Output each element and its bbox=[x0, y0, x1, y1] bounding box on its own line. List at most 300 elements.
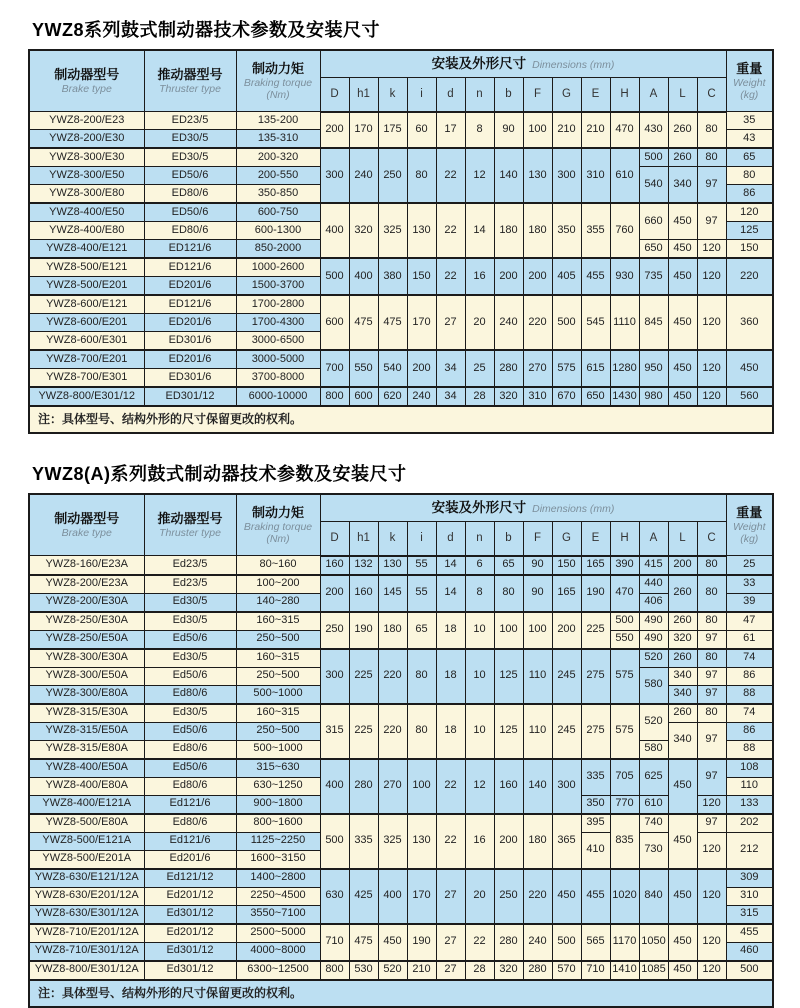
table-cell: ED301/6 bbox=[144, 369, 236, 388]
dimensions-header-cn: 安装及外形尺寸 bbox=[431, 500, 527, 516]
table-cell: 490 bbox=[639, 630, 668, 649]
table-cell: ED50/6 bbox=[144, 167, 236, 185]
table-cell: 27 bbox=[436, 295, 465, 350]
table-cell: Ed50/6 bbox=[144, 722, 236, 740]
table-cell: 16 bbox=[465, 814, 494, 869]
table-row bbox=[29, 575, 773, 594]
table-cell: 97 bbox=[697, 203, 726, 240]
table-cell: 575 bbox=[552, 350, 581, 387]
brake-type-cell: YWZ8-400/E50 bbox=[29, 203, 144, 222]
weight-cell: 86 bbox=[726, 185, 773, 204]
table-cell: 650 bbox=[581, 387, 610, 406]
table-cell: 180 bbox=[523, 203, 552, 258]
table-cell: 170 bbox=[407, 869, 436, 924]
table-cell: 110 bbox=[523, 649, 552, 704]
weight-header-en1: (kg) bbox=[740, 533, 759, 546]
table-cell: ED80/6 bbox=[144, 185, 236, 204]
dimensions-group-header bbox=[320, 50, 726, 78]
table-cell: 400 bbox=[320, 759, 349, 814]
weight-cell: 25 bbox=[726, 556, 773, 575]
brake-type-cell: YWZ8-400/E121A bbox=[29, 795, 144, 814]
table-cell: 260 bbox=[668, 148, 697, 167]
table-cell: 3550~7100 bbox=[236, 905, 320, 924]
dim-col-i: i bbox=[407, 522, 436, 556]
table-row bbox=[29, 869, 773, 888]
table-cell: 470 bbox=[610, 112, 639, 149]
braking-torque-header bbox=[236, 50, 320, 112]
weight-cell: 108 bbox=[726, 759, 773, 778]
dim-col-n: n bbox=[465, 78, 494, 112]
table-cell: 430 bbox=[639, 112, 668, 149]
table-cell: 300 bbox=[320, 148, 349, 203]
table-row bbox=[29, 649, 773, 668]
table-row bbox=[29, 612, 773, 631]
table-cell: 800 bbox=[320, 961, 349, 980]
table-cell: 225 bbox=[349, 704, 378, 759]
table-cell: 770 bbox=[610, 795, 639, 814]
weight-cell: 43 bbox=[726, 130, 773, 149]
brake-type-cell: YWZ8-630/E121/12A bbox=[29, 869, 144, 888]
table-cell: 34 bbox=[436, 387, 465, 406]
brake-type-cell: YWZ8-600/E201 bbox=[29, 314, 144, 332]
brake-type-header-en0: Brake type bbox=[61, 83, 112, 96]
brake-type-cell: YWZ8-200/E23 bbox=[29, 112, 144, 130]
table-cell: 610 bbox=[639, 795, 668, 814]
table-cell: Ed50/6 bbox=[144, 667, 236, 685]
weight-cell: 74 bbox=[726, 649, 773, 668]
note-text: 注：具体型号、结构外形的尺寸保留更改的权利。 bbox=[29, 406, 773, 433]
table-cell: 80 bbox=[697, 649, 726, 668]
table-cell: 22 bbox=[465, 924, 494, 961]
table-cell: 240 bbox=[494, 295, 523, 350]
table-cell: Ed80/6 bbox=[144, 814, 236, 833]
weight-cell: 61 bbox=[726, 630, 773, 649]
table-cell: 900~1800 bbox=[236, 795, 320, 814]
brake-type-cell: YWZ8-710/E201/12A bbox=[29, 924, 144, 943]
table-cell: ED201/6 bbox=[144, 350, 236, 369]
table-cell: 200 bbox=[494, 258, 523, 295]
table-cell: 845 bbox=[639, 295, 668, 350]
table-row bbox=[29, 961, 773, 980]
weight-cell: 33 bbox=[726, 575, 773, 594]
table-cell: 450 bbox=[668, 387, 697, 406]
table-cell: 190 bbox=[581, 575, 610, 612]
table-cell: 600-1300 bbox=[236, 222, 320, 240]
weight-header-en0: Weight bbox=[733, 521, 766, 534]
table-cell: Ed301/12 bbox=[144, 942, 236, 961]
table-cell: 395 bbox=[581, 814, 610, 833]
table-row bbox=[29, 387, 773, 406]
table-cell: 250 bbox=[494, 869, 523, 924]
table-cell: 450 bbox=[378, 924, 407, 961]
dim-col-G: G bbox=[552, 78, 581, 112]
table-cell: 615 bbox=[581, 350, 610, 387]
table-cell: 250~500 bbox=[236, 630, 320, 649]
dim-col-h1: h1 bbox=[349, 522, 378, 556]
brake-type-cell: YWZ8-200/E23A bbox=[29, 575, 144, 594]
table-cell: 65 bbox=[494, 556, 523, 575]
table-cell: 18 bbox=[436, 649, 465, 704]
table-footer bbox=[29, 980, 773, 1007]
table-cell: 260 bbox=[668, 575, 697, 612]
table1-title: YWZ8系列鼓式制动器技术参数及安装尺寸 bbox=[32, 20, 380, 40]
table-cell: 340 bbox=[668, 667, 697, 685]
weight-cell: 310 bbox=[726, 887, 773, 905]
table-cell: 200 bbox=[320, 112, 349, 149]
table-cell: 97 bbox=[697, 759, 726, 796]
table-row bbox=[29, 112, 773, 130]
table-cell: 1400~2800 bbox=[236, 869, 320, 888]
table-cell: 160 bbox=[349, 575, 378, 612]
brake-type-cell: YWZ8-400/E50A bbox=[29, 759, 144, 778]
braking-torque-header-en1: (Nm) bbox=[266, 533, 290, 546]
table-cell: 97 bbox=[697, 667, 726, 685]
table-header bbox=[29, 494, 773, 556]
table-cell: 132 bbox=[349, 556, 378, 575]
table-cell: 340 bbox=[668, 722, 697, 759]
table-cell: 365 bbox=[552, 814, 581, 869]
table-cell: 355 bbox=[581, 203, 610, 258]
table-cell: 150 bbox=[407, 258, 436, 295]
table-cell: 12 bbox=[465, 759, 494, 814]
table-cell: 55 bbox=[407, 575, 436, 612]
table-cell: Ed80/6 bbox=[144, 685, 236, 704]
table-cell: 415 bbox=[639, 556, 668, 575]
dim-col-i: i bbox=[407, 78, 436, 112]
table-cell: 500 bbox=[639, 148, 668, 167]
table-cell: 440 bbox=[639, 575, 668, 594]
table-cell: ED201/6 bbox=[144, 314, 236, 332]
table-cell: 100 bbox=[407, 759, 436, 814]
table-cell: 120 bbox=[697, 240, 726, 259]
table-cell: 650 bbox=[639, 240, 668, 259]
weight-header-en1: (kg) bbox=[740, 89, 759, 102]
table-cell: ED30/5 bbox=[144, 148, 236, 167]
table-cell: 120 bbox=[697, 832, 726, 869]
table-cell: 325 bbox=[378, 814, 407, 869]
table-cell: 80 bbox=[407, 649, 436, 704]
table-cell: Ed30/5 bbox=[144, 704, 236, 723]
table-cell: 80 bbox=[697, 112, 726, 149]
table-cell: 1430 bbox=[610, 387, 639, 406]
table-cell: 320 bbox=[668, 630, 697, 649]
braking-torque-header-en0: Braking torque bbox=[243, 521, 313, 534]
table-cell: 530 bbox=[349, 961, 378, 980]
table-header bbox=[29, 50, 773, 112]
table-cell: 310 bbox=[523, 387, 552, 406]
table-cell: 840 bbox=[639, 869, 668, 924]
dim-col-n: n bbox=[465, 522, 494, 556]
dim-col-L: L bbox=[668, 78, 697, 112]
table-row bbox=[29, 556, 773, 575]
table-cell: 550 bbox=[610, 630, 639, 649]
table-cell: 80 bbox=[697, 148, 726, 167]
table-cell: 270 bbox=[523, 350, 552, 387]
brake-type-cell: YWZ8-400/E80A bbox=[29, 777, 144, 795]
table-cell: 1410 bbox=[610, 961, 639, 980]
table-cell: 380 bbox=[378, 258, 407, 295]
weight-cell: 86 bbox=[726, 667, 773, 685]
brake-type-cell: YWZ8-250/E30A bbox=[29, 612, 144, 631]
brake-type-cell: YWZ8-300/E30 bbox=[29, 148, 144, 167]
braking-torque-header-en1: (Nm) bbox=[266, 89, 290, 102]
table-cell: 210 bbox=[552, 112, 581, 149]
table-cell: 950 bbox=[639, 350, 668, 387]
table-cell: 270 bbox=[378, 759, 407, 814]
table-cell: 275 bbox=[581, 649, 610, 704]
table-cell: 520 bbox=[378, 961, 407, 980]
table-cell: 450 bbox=[668, 869, 697, 924]
weight-cell: 65 bbox=[726, 148, 773, 167]
table-cell: 980 bbox=[639, 387, 668, 406]
table-row bbox=[29, 258, 773, 277]
note-text: 注：具体型号、结构外形的尺寸保留更改的权利。 bbox=[29, 980, 773, 1007]
table-cell: 140 bbox=[523, 759, 552, 814]
table-cell: 3000-5000 bbox=[236, 350, 320, 369]
table-cell: 410 bbox=[581, 832, 610, 869]
table-cell: Ed30/5 bbox=[144, 593, 236, 612]
table-cell: 335 bbox=[349, 814, 378, 869]
table-cell: 735 bbox=[639, 258, 668, 295]
table-cell: 730 bbox=[639, 832, 668, 869]
table-cell: 455 bbox=[581, 258, 610, 295]
dimensions-group-header bbox=[320, 494, 726, 522]
table-cell: 250~500 bbox=[236, 667, 320, 685]
table-cell: 550 bbox=[349, 350, 378, 387]
braking-torque-header-en0: Braking torque bbox=[243, 77, 313, 90]
table-cell: 670 bbox=[552, 387, 581, 406]
weight-cell: 47 bbox=[726, 612, 773, 631]
brake-type-cell: YWZ8-500/E201A bbox=[29, 850, 144, 869]
table-cell: 220 bbox=[523, 295, 552, 350]
table-cell: 120 bbox=[697, 350, 726, 387]
table-cell: 450 bbox=[668, 961, 697, 980]
braking-torque-header bbox=[236, 494, 320, 556]
table-section-2 bbox=[28, 460, 772, 1008]
brake-type-cell: YWZ8-315/E80A bbox=[29, 740, 144, 759]
table-cell: 570 bbox=[552, 961, 581, 980]
table-cell: 100 bbox=[494, 612, 523, 649]
brake-type-cell: YWZ8-200/E30A bbox=[29, 593, 144, 612]
dim-col-b: b bbox=[494, 78, 523, 112]
table-cell: 22 bbox=[436, 759, 465, 814]
weight-cell: 500 bbox=[726, 961, 773, 980]
table-cell: 1000-2600 bbox=[236, 258, 320, 277]
table-cell: 390 bbox=[610, 556, 639, 575]
table-cell: 245 bbox=[552, 704, 581, 759]
table-cell: 610 bbox=[610, 148, 639, 203]
table-cell: ED50/6 bbox=[144, 203, 236, 222]
table-cell: Ed30/5 bbox=[144, 612, 236, 631]
dim-col-d: d bbox=[436, 78, 465, 112]
table-cell: 120 bbox=[697, 387, 726, 406]
dim-col-C: C bbox=[697, 78, 726, 112]
table2-container bbox=[28, 493, 772, 1008]
table-cell: Ed121/6 bbox=[144, 795, 236, 814]
dim-col-A: A bbox=[639, 522, 668, 556]
weight-cell: 120 bbox=[726, 203, 773, 222]
table-cell: Ed201/12 bbox=[144, 924, 236, 943]
table-cell: 220 bbox=[523, 869, 552, 924]
table-cell: 18 bbox=[436, 612, 465, 649]
table-cell: 120 bbox=[697, 869, 726, 924]
table-cell: 250 bbox=[320, 612, 349, 649]
brake-type-cell: YWZ8-300/E50 bbox=[29, 167, 144, 185]
dim-col-F: F bbox=[523, 78, 552, 112]
table-cell: 140~280 bbox=[236, 593, 320, 612]
brake-type-cell: YWZ8-500/E121 bbox=[29, 258, 144, 277]
header-row-main bbox=[29, 50, 773, 78]
table-cell: 500~1000 bbox=[236, 740, 320, 759]
dim-col-L: L bbox=[668, 522, 697, 556]
brake-type-cell: YWZ8-600/E301 bbox=[29, 332, 144, 351]
weight-cell: 212 bbox=[726, 832, 773, 869]
table-cell: 625 bbox=[639, 759, 668, 796]
table-cell: 14 bbox=[436, 575, 465, 612]
brake-type-cell: YWZ8-315/E30A bbox=[29, 704, 144, 723]
table-cell: 16 bbox=[465, 258, 494, 295]
table-cell: 1050 bbox=[639, 924, 668, 961]
table-cell: Ed80/6 bbox=[144, 740, 236, 759]
table-cell: 450 bbox=[668, 350, 697, 387]
table-cell: 22 bbox=[436, 258, 465, 295]
table-cell: 425 bbox=[349, 869, 378, 924]
brake-type-cell: YWZ8-300/E80A bbox=[29, 685, 144, 704]
table-cell: 28 bbox=[465, 387, 494, 406]
table-cell: 8 bbox=[465, 575, 494, 612]
table-cell: 1085 bbox=[639, 961, 668, 980]
table-cell: 500~1000 bbox=[236, 685, 320, 704]
table-cell: 200-550 bbox=[236, 167, 320, 185]
table-cell: 140 bbox=[494, 148, 523, 203]
table-cell: 80 bbox=[407, 704, 436, 759]
brake-type-cell: YWZ8-500/E80A bbox=[29, 814, 144, 833]
table-cell: 170 bbox=[349, 112, 378, 149]
table-cell: 660 bbox=[639, 203, 668, 240]
table-cell: 10 bbox=[465, 612, 494, 649]
dim-col-H: H bbox=[610, 522, 639, 556]
table-cell: 14 bbox=[465, 203, 494, 258]
table-cell: 540 bbox=[378, 350, 407, 387]
table-cell: 450 bbox=[668, 924, 697, 961]
table-cell: 6300~12500 bbox=[236, 961, 320, 980]
table-cell: 135-200 bbox=[236, 112, 320, 130]
dim-col-b: b bbox=[494, 522, 523, 556]
table-cell: ED23/5 bbox=[144, 112, 236, 130]
weight-cell: 88 bbox=[726, 685, 773, 704]
braking-torque-header-cn: 制动力矩 bbox=[251, 60, 304, 76]
table-cell: 575 bbox=[610, 704, 639, 759]
thruster-type-header-en0: Thruster type bbox=[159, 83, 221, 96]
table-cell: 600 bbox=[349, 387, 378, 406]
table-cell: 710 bbox=[320, 924, 349, 961]
brake-type-cell: YWZ8-800/E301/12 bbox=[29, 387, 144, 406]
dim-col-k: k bbox=[378, 78, 407, 112]
table-cell: Ed50/6 bbox=[144, 759, 236, 778]
table-cell: 320 bbox=[349, 203, 378, 258]
weight-header bbox=[726, 494, 773, 556]
table1-container bbox=[28, 49, 772, 434]
thruster-type-header-cn: 推动器型号 bbox=[157, 510, 223, 526]
table-body bbox=[29, 556, 773, 980]
table-cell: 310 bbox=[581, 148, 610, 203]
table-row bbox=[29, 148, 773, 167]
table-cell: 120 bbox=[697, 924, 726, 961]
table-cell: 740 bbox=[639, 814, 668, 833]
table-cell: 800 bbox=[320, 387, 349, 406]
table-cell: 455 bbox=[581, 869, 610, 924]
table-cell: 250~500 bbox=[236, 722, 320, 740]
table-cell: 575 bbox=[610, 649, 639, 704]
table-cell: 540 bbox=[639, 167, 668, 204]
table-row bbox=[29, 759, 773, 778]
brake-type-cell: YWZ8-300/E50A bbox=[29, 667, 144, 685]
thruster-type-header-en0: Thruster type bbox=[159, 527, 221, 540]
brake-type-header bbox=[29, 494, 144, 556]
table-cell: ED121/6 bbox=[144, 240, 236, 259]
table-cell: 210 bbox=[581, 112, 610, 149]
table-cell: ED301/12 bbox=[144, 387, 236, 406]
table-cell: 80 bbox=[697, 575, 726, 612]
table-cell: 220 bbox=[378, 649, 407, 704]
table-cell: 180 bbox=[378, 612, 407, 649]
table-cell: 3000-6500 bbox=[236, 332, 320, 351]
table-cell: Ed201/12 bbox=[144, 887, 236, 905]
table-cell: 55 bbox=[407, 556, 436, 575]
table-cell: 300 bbox=[552, 148, 581, 203]
table-cell: 340 bbox=[668, 167, 697, 204]
table-cell: 245 bbox=[552, 649, 581, 704]
table-cell: 475 bbox=[378, 295, 407, 350]
table-cell: 225 bbox=[349, 649, 378, 704]
dim-col-E: E bbox=[581, 522, 610, 556]
table-cell: 710 bbox=[581, 961, 610, 980]
weight-cell: 86 bbox=[726, 722, 773, 740]
table-cell: 275 bbox=[581, 704, 610, 759]
table-cell: 500 bbox=[610, 612, 639, 631]
weight-cell: 80 bbox=[726, 167, 773, 185]
table-cell: ED121/6 bbox=[144, 258, 236, 277]
table-cell: 450 bbox=[668, 240, 697, 259]
brake-type-header bbox=[29, 50, 144, 112]
table-cell: 18 bbox=[436, 704, 465, 759]
table-cell: 320 bbox=[494, 961, 523, 980]
table-cell: 400 bbox=[378, 869, 407, 924]
table-cell: 450 bbox=[668, 814, 697, 869]
table-cell: 160 bbox=[494, 759, 523, 814]
table-section-1 bbox=[28, 16, 772, 434]
table-cell: 190 bbox=[349, 612, 378, 649]
table-cell: 90 bbox=[523, 575, 552, 612]
table-cell: 240 bbox=[523, 924, 552, 961]
table-cell: 450 bbox=[668, 203, 697, 240]
table-cell: 125 bbox=[494, 704, 523, 759]
thruster-type-header bbox=[144, 50, 236, 112]
table2-title: YWZ8(A)系列鼓式制动器技术参数及安装尺寸 bbox=[32, 464, 407, 484]
brake-type-cell: YWZ8-630/E201/12A bbox=[29, 887, 144, 905]
table-cell: 1125~2250 bbox=[236, 832, 320, 850]
table-cell: 22 bbox=[436, 148, 465, 203]
table-cell: 80 bbox=[697, 704, 726, 723]
table-cell: 150 bbox=[552, 556, 581, 575]
table-cell: ED30/5 bbox=[144, 130, 236, 149]
dimensions-header-en: Dimensions (mm) bbox=[532, 59, 615, 72]
table-cell: 20 bbox=[465, 869, 494, 924]
dim-col-A: A bbox=[639, 78, 668, 112]
table-cell: 25 bbox=[465, 350, 494, 387]
table-cell: 280 bbox=[494, 924, 523, 961]
table-cell: 20 bbox=[465, 295, 494, 350]
